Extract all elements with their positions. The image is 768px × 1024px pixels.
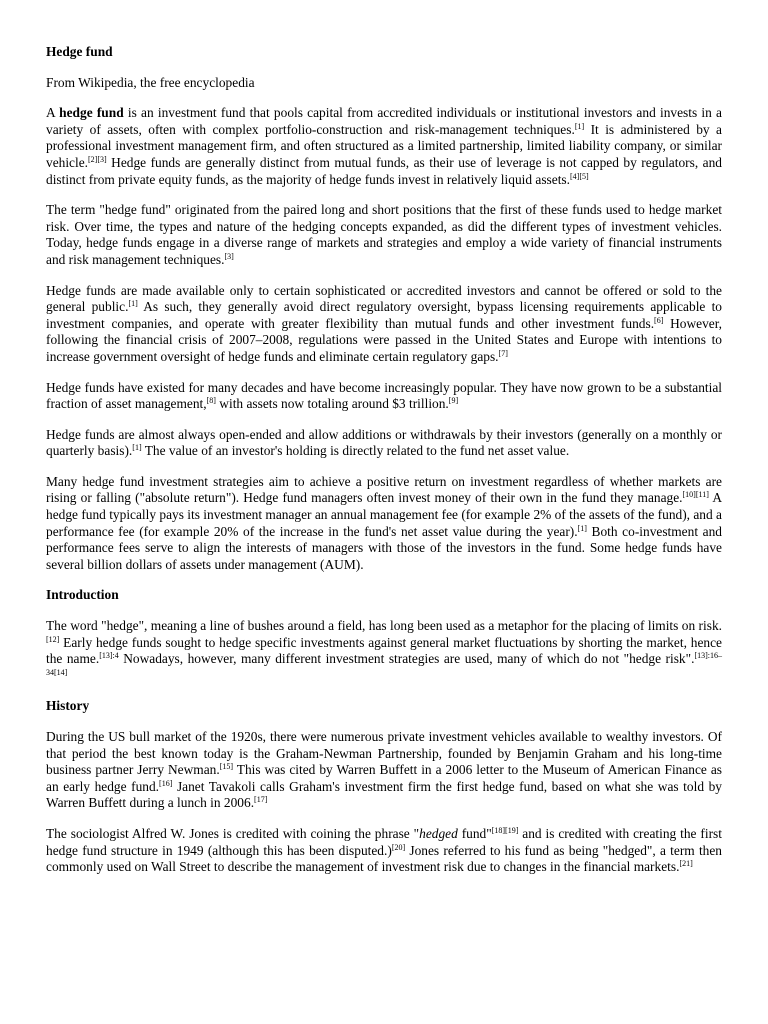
text: Hedge funds are generally distinct from mutual funds, as their use of leverage is not capped by regulators, and distinct from private equity funds, as the majority of hedge funds invest in relatively liquid assets. [46, 154, 722, 187]
citation[interactable]: [12] [46, 634, 60, 644]
text: fund" [457, 825, 492, 841]
text: During the US bull market of the 1920s, there were numerous private investment vehicles available to wealthy investors. Of that period the best known today is the Graham-Newman Partnership, founded by Benjamin Graham and his long-time business partner Jerry Newman. [46, 729, 722, 778]
citation[interactable]: [13]:16–34[14] [46, 651, 723, 677]
italic-term: hedged [419, 825, 458, 841]
citation[interactable]: [4][5] [570, 171, 589, 181]
citation[interactable]: [1] [574, 121, 585, 131]
citation[interactable]: [20] [391, 842, 406, 852]
text: Hedge funds are made available only to certain sophisticated or accredited investors and cannot be offered or sold to the general public. [46, 282, 722, 315]
paragraph-strategies [46, 474, 722, 574]
citation[interactable]: [17] [254, 795, 268, 805]
paragraph-open-ended [46, 427, 722, 460]
text: Janet Tavakoli calls Graham's investment firm the first hedge fund, based on what she was told by Warren Buffett during a lunch in 2006. [46, 778, 722, 811]
paragraph-term-origin [46, 202, 722, 268]
text: with assets now totaling around $3 trillion. [215, 396, 449, 412]
section-heading-introduction: Introduction [46, 587, 119, 603]
citation[interactable]: [1] [577, 523, 587, 533]
paragraph-word-hedge [46, 618, 722, 684]
text: The word "hedge", meaning a line of bushes around a field, has long been used as a metaphor for the placing of limits on risk. [46, 618, 722, 634]
text: This was cited by Warren Buffett in a 2006 letter to the Museum of American Finance as an early hedge fund. [46, 762, 723, 794]
citation[interactable]: [3] [224, 251, 234, 261]
citation[interactable]: [10][11] [682, 490, 709, 500]
citation[interactable]: [9] [448, 396, 459, 406]
citation[interactable]: [18][19] [491, 825, 519, 835]
section-heading-history: History [46, 698, 90, 714]
citation[interactable]: [21] [679, 859, 693, 869]
text: Early hedge funds sought to hedge specific investments against general market fluctuations by shorting the market, hence the name. [46, 634, 722, 667]
text: is an investment fund that pools capital from accredited individuals or institutional investors and invests in a variety of assets, often with complex portfolio-construction and risk-management techniques. [46, 105, 722, 137]
text: The term "hedge fund" originated from the paired long and short positions that the first of these funds used to hedge market risk. Over time, the types and nature of the hedging concepts expanded, as did the different types of investment vehicles. Today, hedge funds engage in a diverse range of markets and strategies and employ a wide variety of financial instruments and risk management techniques. [46, 202, 722, 267]
text: Both co-investment and performance fees serve to align the interests of managers with those of the investors in the fund. Some hedge funds have several billion dollars of assets under management (AUM). [46, 523, 722, 572]
text: Hedge funds are almost always open-ended and allow additions or withdrawals by their investors (generally on a monthly or quarterly basis). [46, 426, 722, 459]
citation[interactable]: [8] [206, 396, 216, 406]
citation[interactable]: [6] [654, 315, 664, 325]
citation[interactable]: [16] [159, 778, 173, 788]
page-title: Hedge fund [46, 44, 113, 59]
page-subtitle: From Wikipedia, the free encyclopedia [46, 74, 255, 90]
citation[interactable]: [1] [132, 443, 142, 453]
citation[interactable]: [7] [498, 348, 508, 358]
citation[interactable]: [2][3] [88, 154, 107, 164]
text: A [46, 105, 60, 121]
text: and is credited with creating the first hedge fund structure in 1949 (although this has been disputed.) [46, 825, 722, 858]
text: It is administered by a professional investment management firm, and often structured as a limited partnership, limited liability company, or similar vehicle. [46, 121, 722, 170]
paragraph-availability [46, 283, 722, 366]
text: Hedge funds have existed for many decades and have become increasingly popular. They have now grown to be a substantial fraction of asset management, [46, 379, 722, 412]
bold-term: hedge fund [59, 105, 124, 121]
text: As such, they generally avoid direct regulatory oversight, bypass licensing requirements applicable to investment companies, and operate with greater flexibility than mutual funds and other investment funds. [46, 299, 722, 331]
paragraph-alfred-jones [46, 826, 722, 876]
paragraph-growth [46, 380, 722, 413]
text: A hedge fund typically pays its investment manager an annual management fee (for example 2% of the assets of the fund), and a performance fee (for example 20% of the increase in the fund's net asset value during the year). [46, 490, 722, 539]
text: Many hedge fund investment strategies aim to achieve a positive return on investment regardless of whether markets are rising or falling ("absolute return"). Hedge fund managers often invest money of their own in the fund they manage. [46, 473, 722, 506]
paragraph-intro [46, 105, 722, 188]
text: However, following the financial crisis of 2007–2008, regulations were passed in the United States and Europe with intentions to increase government oversight of hedge funds and eliminate certain regulatory gaps. [46, 315, 722, 364]
text: Nowadays, however, many different investment strategies are used, many of which do not "hedge risk". [118, 651, 695, 667]
text: Jones referred to his fund as being "hedged", a term then commonly used on Wall Street to describe the management of investment risk due to changes in the financial markets. [46, 842, 723, 875]
text: The sociologist Alfred W. Jones is credited with coining the phrase " [46, 825, 420, 841]
paragraph-bull-market [46, 729, 722, 812]
citation[interactable]: [1] [128, 299, 138, 309]
text: The value of an investor's holding is directly related to the fund net asset value. [141, 443, 570, 459]
citation[interactable]: [13]:4 [99, 651, 119, 661]
citation[interactable]: [15] [219, 762, 234, 772]
